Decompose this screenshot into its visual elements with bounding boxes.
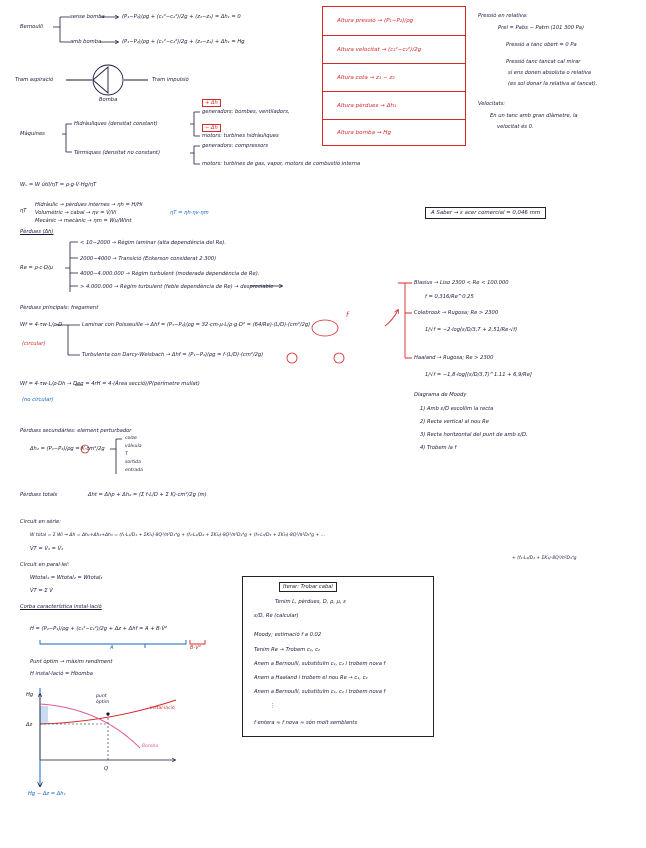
perdues-title: Pèrdues (Δh) bbox=[20, 229, 54, 235]
moody-step-4: 4) Trobem la f bbox=[420, 445, 457, 451]
pressio-tancat: Pressió tanc tancat cal mirar bbox=[506, 59, 581, 65]
reynolds-range-3: 4000−4.000.000 → Règim turbulent (moderada dependència de Re). bbox=[80, 271, 260, 277]
secundaries-title: Pèrdues secundàries: element perturbador bbox=[20, 428, 132, 434]
eta-total: ηT = ηh·ηv·ηm bbox=[170, 210, 209, 216]
reynolds-eq: Re = ρ·c·D/μ bbox=[20, 265, 53, 271]
graph-bottom: Hg − Δz = Δh₁ bbox=[28, 791, 66, 797]
iterar-line-8: ⋮ bbox=[270, 703, 276, 709]
altures-box bbox=[322, 6, 466, 146]
colebrook-eq: 1/√f = −2·log(ε/D/3,7 + 2,51/Re·√f) bbox=[425, 327, 518, 333]
bernoulli-eq-sense: (P₁−P₂)/ρg + (c₁²−c₂²)/2g + (z₁−z₂) = Δh₁ = 0 bbox=[122, 14, 241, 20]
blasius-eq: f = 0,316/Re^0.25 bbox=[425, 294, 474, 300]
maquines-label: Màquines bbox=[20, 131, 45, 137]
maquines-termiques: Tèrmiques (densitat no constant) bbox=[74, 150, 160, 156]
graph-installacio: Instal·lació bbox=[150, 706, 175, 711]
iterar-line-2: ε/D, Re (calcular) bbox=[254, 613, 299, 619]
moody-step-3: 3) Recta horitzontal del punt de amb ε/D. bbox=[420, 432, 528, 438]
motors-termics: motors: turbines de gas, vapor, motors de combustió interna bbox=[202, 161, 361, 167]
serie-eq-cont: + (f₄·L₄/D₄ + ΣK₄)·8Q²/π²D₄⁴g bbox=[512, 556, 577, 561]
serie-title: Circuit en sèrie: bbox=[20, 519, 61, 525]
iterar-line-5: Anem a Bernoulli, substituïm c₁, c₂ i trobem nova f bbox=[254, 661, 386, 667]
principals-title: Pèrdues principals: fregament bbox=[20, 305, 99, 311]
corba-title: Corba característica instal·lació bbox=[20, 604, 102, 610]
turbulent-eq: Turbulenta con Darcy-Weisbach → Δhf = (P₁−P₂)/ρg = f·(L/D)·(cm²/2g) bbox=[82, 352, 264, 358]
minus-dh-badge: − Δh bbox=[202, 124, 221, 132]
eta-symbol: ηT bbox=[20, 208, 27, 214]
wf-no-circular: Wf = 4·τw·L/ρ·Dh → Deq = 4rH = 4·(Àrea secció)/P(perímetre mullat) bbox=[20, 381, 200, 387]
moody-title: Diagrama de Moody bbox=[414, 392, 467, 398]
tram-aspiracio: Tram aspiració bbox=[15, 77, 54, 83]
maquines-hidrauliques: Hidràuliques (densitat constant) bbox=[74, 121, 158, 127]
blasius-label: Blasius → Liso 2300 < Re < 100.000 bbox=[414, 280, 509, 286]
k-item-sortida: sortida bbox=[125, 460, 141, 465]
pressio-tancat-2: si ens donen absoluta o relativa bbox=[508, 70, 591, 76]
sense-bomba-label: sense bomba bbox=[70, 14, 105, 20]
k-item-colze: colze bbox=[125, 436, 137, 441]
parallel-w: Wtotal₁ = Wtotal₂ = Wtotal₃ bbox=[30, 575, 103, 581]
colebrook-label: Colebrook → Rugosa; Re > 2300 bbox=[414, 310, 499, 316]
reynolds-range-4: > 4.000.000 → Règim turbulent (feble dependència de Re) → despreciable bbox=[80, 284, 274, 290]
laminar-eq: Laminar con Poisseuille → Δhf = (P₁−P₂)/ρg = 32·cm·μ·L/ρ·g·D² = (64/Re)·(L/D)·(cm²/2g) bbox=[82, 322, 311, 328]
reynolds-range-2: 2000−4000 → Transició (Eckerson considerat 2.300) bbox=[80, 256, 217, 262]
k-item-t: T bbox=[125, 452, 128, 457]
f-marker: f bbox=[346, 311, 349, 319]
velocitats-title: Velocitats: bbox=[478, 101, 506, 107]
iterar-line-9: f entera ≈ f nova ≈ són molt semblants bbox=[254, 720, 358, 726]
secundaries-brace bbox=[110, 439, 122, 474]
k-item-valvula: vàlvula bbox=[125, 444, 142, 449]
altura-perdues: Altura pèrdues → Δh₁ bbox=[323, 91, 465, 119]
graph-q: Q bbox=[104, 766, 109, 772]
circular-tag: (circular) bbox=[22, 341, 46, 347]
totals-title: Pèrdues totals bbox=[20, 492, 58, 498]
generadors-termics: generadors: compressors bbox=[202, 143, 269, 149]
graph-bomba: Bomba bbox=[142, 744, 159, 749]
reynolds-range-1: < 10−2000 → Règim laminar (alta dependència del Re). bbox=[80, 240, 227, 246]
haaland-eq: 1/√f = −1,8·log[(ε/D/3,7)^1.11 + 6,9/Re] bbox=[425, 372, 532, 378]
pressio-tancat-3: (es sol donar la relativa al tancat). bbox=[508, 81, 598, 87]
velocitats-line-3: velocitat és 0. bbox=[497, 124, 534, 130]
iterar-line-7: Anem a Bernoulli, substituïm c₁, c₂ i trobem nova f bbox=[254, 689, 386, 695]
eta-hidraulic: Hidràulic → pèrdues internes → ηh = H/Hi bbox=[35, 202, 143, 208]
wu-equation: Wᵤ = W útil/ηT = ρ·g·V̇·Hg/ηT bbox=[20, 182, 97, 188]
haaland-label: Haaland → Rugosa; Re > 2300 bbox=[414, 355, 494, 361]
iterar-title: Iterar: Trobar cabal bbox=[279, 582, 337, 592]
friction-brace bbox=[385, 283, 412, 358]
parallel-title: Circuit en paral·lel: bbox=[20, 562, 70, 568]
moody-step-2: 2) Recta vertical al nou Re bbox=[420, 419, 489, 425]
pressio-obert: Pressió a tanc obert = 0 Pa bbox=[506, 42, 577, 48]
eta-volumetric: Volumètric → cabal → ηv = V̇/Vi bbox=[35, 210, 117, 216]
k-item-entrada: entrada bbox=[125, 468, 143, 473]
iterar-line-4: Tenim Re → Trobem c₁, c₂ bbox=[254, 647, 321, 653]
plus-dh-badge: + Δh bbox=[202, 99, 221, 107]
altura-pressio: Altura pressió → (P₁−P₂)/ρg bbox=[337, 18, 414, 24]
iterar-line-3: Moody; estimació f a 0.02 bbox=[254, 632, 322, 638]
graph-punt-optim: punt òptim bbox=[96, 694, 110, 705]
parallel-v: V̇T = Σ V̇ bbox=[30, 588, 53, 594]
corba-brackets bbox=[40, 640, 205, 648]
rugositat-box: A Saber → ε acer comercial = 0,046 mm bbox=[425, 207, 546, 219]
amb-bomba-label: amb bomba bbox=[70, 39, 102, 45]
wf-circular: Wf = 4·τw·L/ρ·D bbox=[20, 322, 63, 328]
iterar-line-6: Anem a Haaland i trobem el nou Re → c₁, c₂ bbox=[254, 675, 368, 681]
altura-bomba: Altura bomba → Hg bbox=[323, 119, 465, 146]
bernoulli-label: Bernoulli bbox=[20, 24, 43, 30]
velocitats-line-2: En un tanc amb gran diàmetre, la bbox=[490, 113, 578, 119]
serie-v: V̇T = V̇₁ = V̇₂ bbox=[30, 546, 64, 552]
pump-caption: Bomba bbox=[99, 97, 118, 103]
pressio-title: Pressió en relativa: bbox=[478, 13, 528, 19]
generadors-hidraulics: generadors: bombes, ventiladors, bbox=[202, 109, 290, 115]
altura-velocitat: Altura velocitat → (c₁²−c₂²)/2g bbox=[323, 35, 465, 63]
secundaries-eq: Δh₂ = (P₁−P₂)/ρg = K·cm²/2g bbox=[30, 446, 105, 452]
graph-dz: Δz bbox=[26, 722, 33, 728]
graph-hg: Hg bbox=[26, 692, 34, 698]
corba-punt-optim: Punt òptim → màxim rendiment bbox=[30, 659, 113, 665]
iterar-line-1: Tenim L, pèrdues, D, ρ, μ, ε bbox=[275, 599, 347, 605]
totals-eq: Δht = Δhp + Δh₂ = (Σ f·L/D + Σ K)·cm²/2g (m) bbox=[88, 492, 207, 498]
moody-step-1: 1) Amb ε/D escollim la recta bbox=[420, 406, 494, 412]
serie-eq: W total = Σ Wi ⇒ Δh = Δh₁+Δh₂+Δh₃ = (f₁·L₁/D₁ + ΣKi₁)·8Q²/π²D₁⁴g + (f₂·L₂/D₂ + ΣKi₂)·8Q²/π²D₂⁴g + (f₃·L₃/D₃ + ΣKi₃)·8Q²/π²D₃⁴g + … bbox=[30, 533, 326, 538]
altura-cota: Altura cota → z₁ − z₂ bbox=[323, 63, 465, 91]
no-circular-tag: (no circular) bbox=[22, 397, 54, 403]
tram-impulsio: Tram impulsió bbox=[152, 77, 189, 83]
corba-eq: H = (P₂−P₁)/ρg + (c₂²−c₁²)/2g + Δz + Δhf = A + B·V̇² bbox=[30, 626, 167, 632]
corba-b: B·V̇² bbox=[190, 645, 201, 651]
pump-sketch bbox=[66, 65, 148, 95]
eta-mecanic: Mecànic → mecànic → ηm = Wu/Wint bbox=[35, 218, 132, 224]
corba-h-inst: H instal·lació = Hbomba bbox=[30, 671, 93, 677]
corba-a: A bbox=[110, 645, 114, 651]
pressio-prel: Prel = Pabs − Patm (101 300 Pa) bbox=[498, 25, 584, 31]
bernoulli-eq-amb: (P₁−P₂)/ρg + (c₁²−c₂²)/2g + (z₁−z₂) + Δh₁ = Hg bbox=[122, 39, 245, 45]
motors-hidraulics: motors: turbines hidràuliques bbox=[202, 133, 279, 139]
